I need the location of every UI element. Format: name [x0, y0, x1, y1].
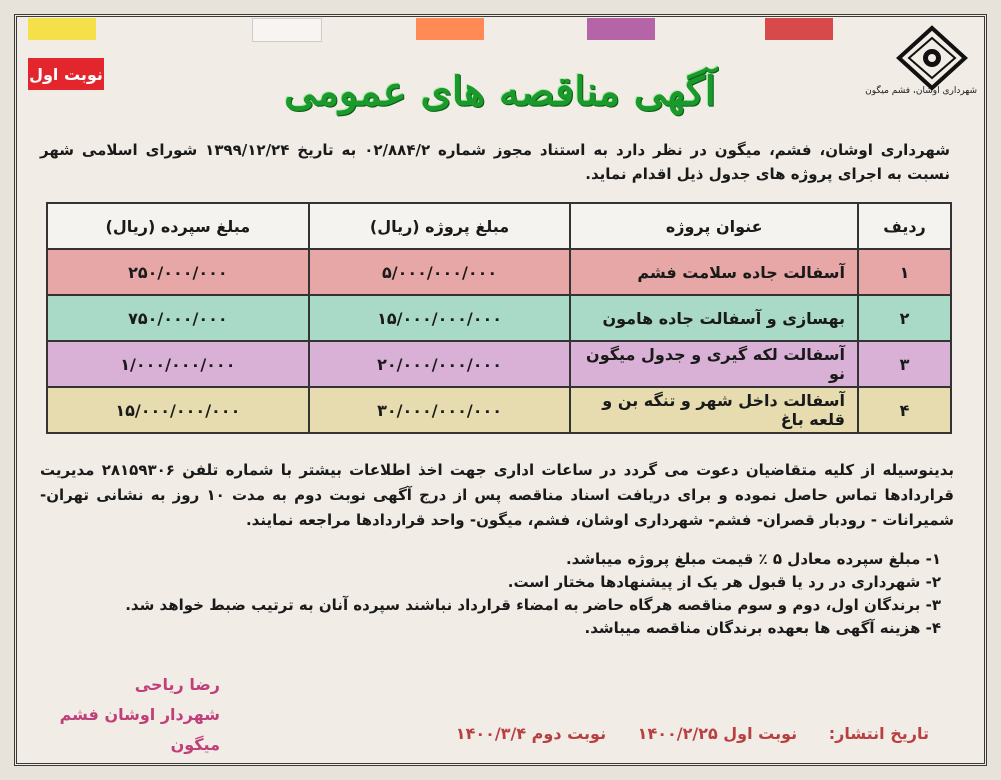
- header-deposit-amount: مبلغ سپرده (ریال): [47, 203, 309, 249]
- table-header-row: [47, 203, 951, 249]
- round-badge: نوبت اول: [28, 58, 104, 90]
- deposit-amount: ۱/۰۰۰/۰۰۰/۰۰۰: [47, 341, 309, 387]
- project-title: بهسازی و آسفالت جاده هامون: [570, 295, 858, 341]
- project-amount: ۱۵/۰۰۰/۰۰۰/۰۰۰: [309, 295, 571, 341]
- project-amount: ۲۰/۰۰۰/۰۰۰/۰۰۰: [309, 341, 571, 387]
- table-row: [47, 387, 951, 433]
- signatory-role: شهردار اوشان فشم میگون: [59, 705, 220, 754]
- project-title: آسفالت داخل شهر و تنگه بن و قلعه باغ: [570, 387, 858, 433]
- second-round-date: نوبت دوم ۱۴۰۰/۳/۴: [455, 724, 607, 743]
- color-bar: [28, 18, 96, 40]
- condition-item: ۲- شهرداری در رد یا قبول هر یک از پیشنهادها مختار است.: [507, 573, 941, 591]
- intro-paragraph: شهرداری اوشان، فشم، میگون در نظر دارد به استناد مجوز شماره ۰۲/۸۸۴/۲ به تاریخ ۱۳۹۹/۱۲/۲۴ شورای اسلامی شهر نسبت به اجرای پروژه های جدول ذیل اقدام نماید.: [40, 141, 951, 183]
- page-title: آگهی مناقصه های عمومی: [284, 68, 716, 115]
- publication-dates: [430, 724, 929, 743]
- header-project-title: عنوان پروژه: [570, 203, 858, 249]
- project-amount: ۳۰/۰۰۰/۰۰۰/۰۰۰: [309, 387, 571, 433]
- dates-label: تاریخ انتشار:: [828, 724, 929, 743]
- header-project-amount: مبلغ پروژه (ریال): [309, 203, 571, 249]
- condition-item: ۴- هزینه آگهی ها بعهده برندگان مناقصه میباشد.: [584, 619, 941, 637]
- first-round-date: نوبت اول ۱۴۰۰/۲/۲۵: [637, 724, 798, 743]
- project-title: آسفالت جاده سلامت فشم: [570, 249, 858, 295]
- project-amount: ۵/۰۰۰/۰۰۰/۰۰۰: [309, 249, 571, 295]
- invitation-paragraph: بدینوسیله از کلیه متقاضیان دعوت می گردد در ساعات اداری جهت اخذ اطلاعات بیشتر با شماره تلفن ۲۸۱۵۹۳۰۶ مدیریت قراردادها تماس حاصل نموده و برای دریافت اسناد مناقصه پس از درج آگهی نوبت دوم به مدت ۱۰ روز به نشانی تهران- شمیرانات - رودبار قصران- فشم- شهرداری اوشان، فشم، میگون- واحد قراردادها مراجعه نمایند.: [40, 461, 954, 529]
- table-row: [47, 249, 951, 295]
- deposit-amount: ۱۵/۰۰۰/۰۰۰/۰۰۰: [47, 387, 309, 433]
- deposit-amount: ۷۵۰/۰۰۰/۰۰۰: [47, 295, 309, 341]
- conditions-list: [125, 548, 941, 640]
- color-bar: [587, 18, 655, 40]
- row-number: ۱: [858, 249, 951, 295]
- color-bar: [765, 18, 833, 40]
- logo-caption: شهرداری اوشان، فشم میگون: [865, 86, 977, 96]
- signature-block: [40, 670, 220, 760]
- condition-item: ۱- مبلغ سپرده معادل ۵ ٪ قیمت مبلغ پروژه میباشد.: [565, 550, 941, 568]
- color-bar: [416, 18, 484, 40]
- table-row: [47, 295, 951, 341]
- row-number: ۲: [858, 295, 951, 341]
- deposit-amount: ۲۵۰/۰۰۰/۰۰۰: [47, 249, 309, 295]
- table-row: [47, 341, 951, 387]
- row-number: ۳: [858, 341, 951, 387]
- color-bar: [252, 18, 322, 42]
- project-title: آسفالت لکه گیری و جدول میگون نو: [570, 341, 858, 387]
- projects-table: [46, 202, 952, 434]
- row-number: ۴: [858, 387, 951, 433]
- header-row-number: ردیف: [858, 203, 951, 249]
- condition-item: ۳- برندگان اول، دوم و سوم مناقصه هرگاه حاضر به امضاء قرارداد نباشند سپرده آنان به ترتیب ضبط خواهد شد.: [125, 596, 941, 614]
- signatory-name: رضا ریاحی: [134, 675, 220, 694]
